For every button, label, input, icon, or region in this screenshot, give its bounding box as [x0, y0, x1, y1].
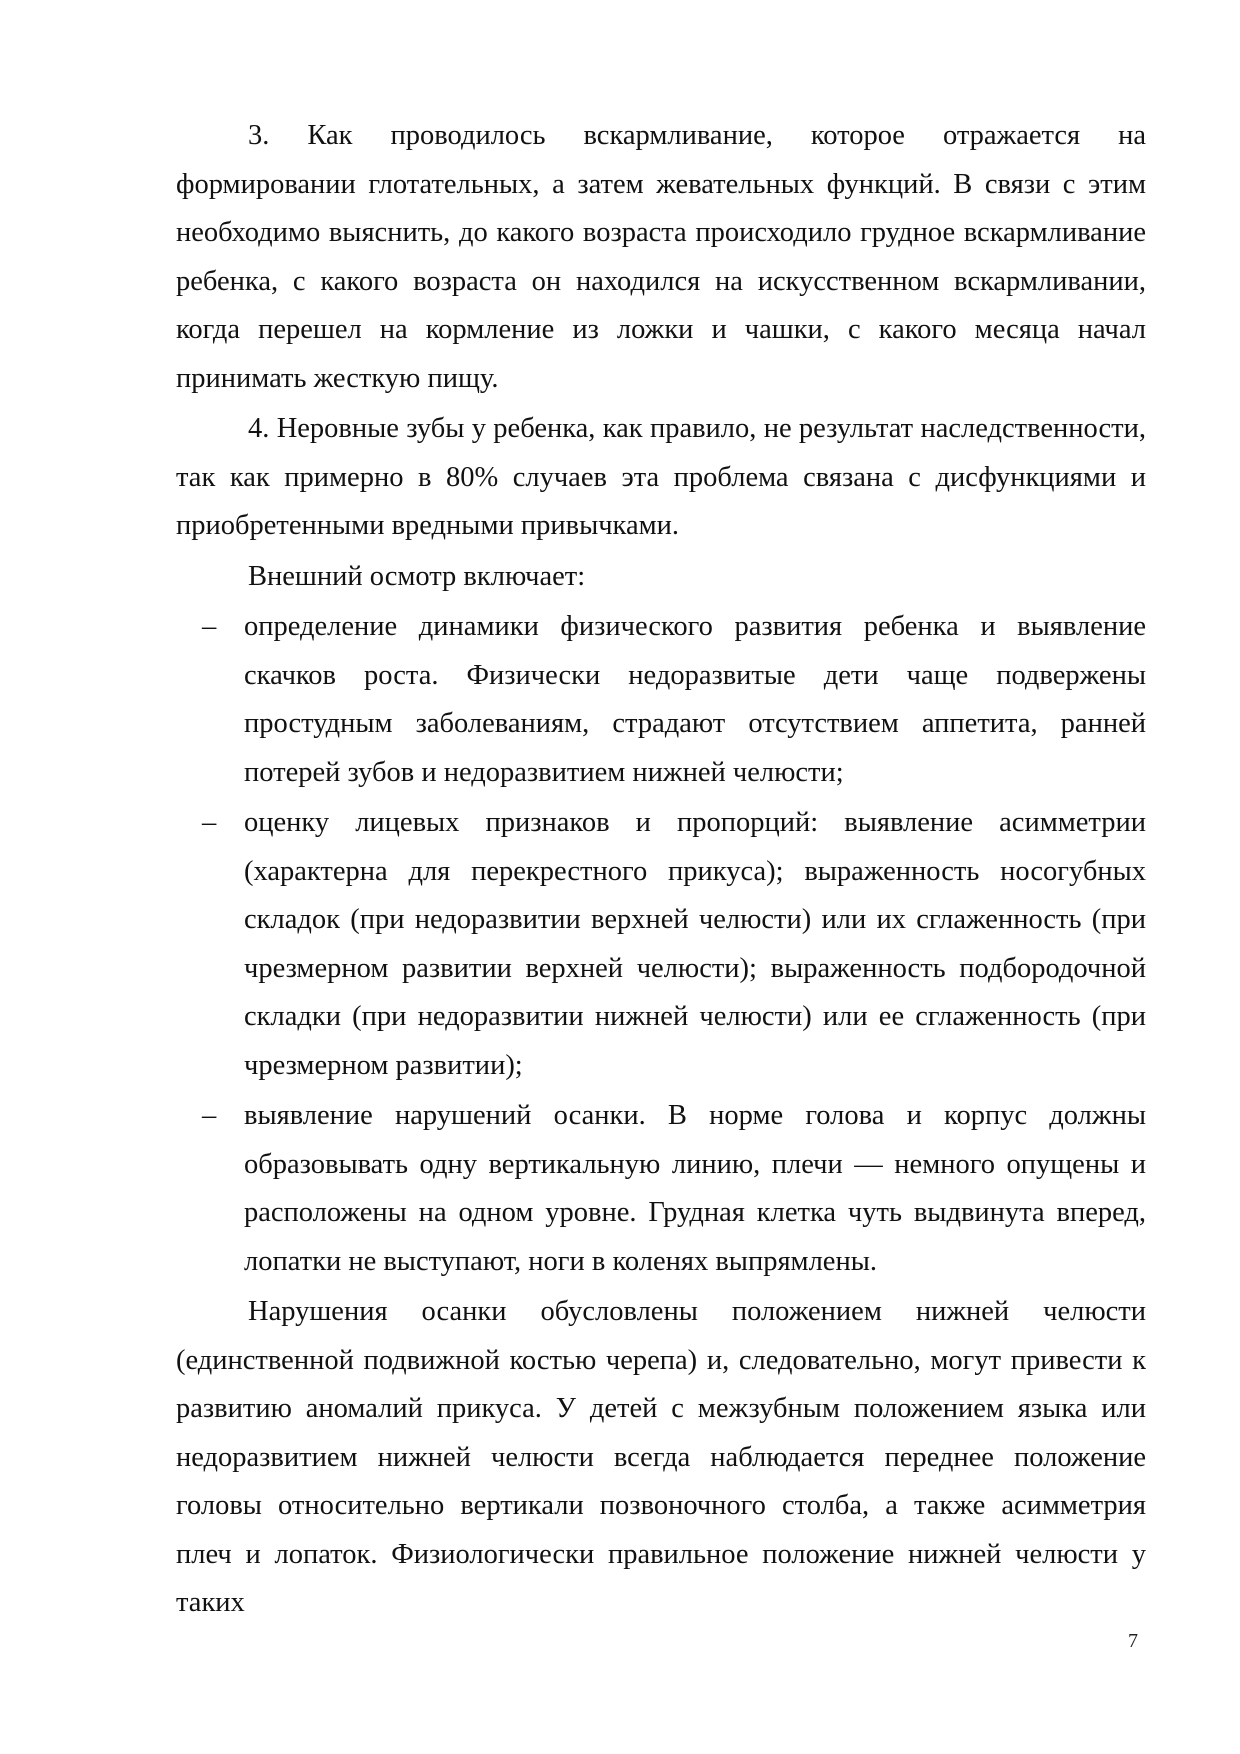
paragraph-feeding: 3. Как проводилось вскармливание, которое отражается на формировании глотательных, а затем жевательных функций. В связи с этим необходимо выяснить, до какого возраста происходило грудное вскармливание ребенка, с какого возраста он находился на искусственном вскармливании, когда перешел на кормление из ложки и чашки, с какого месяца начал принимать жесткую пищу. — [176, 120, 1146, 394]
list-item — [176, 799, 1146, 1090]
list-item — [176, 1092, 1146, 1286]
body-text — [176, 112, 1146, 1630]
page-number: 7 — [1128, 1630, 1138, 1652]
list-item-text: выявление нарушений осанки. В норме голова и корпус должны образовывать одну вертикальную линию, плечи — немного опущены и расположены на одном уровне. Грудная клетка чуть выдвинута вперед, лопатки не выступают, ноги в коленях выпрямлены. — [244, 1100, 1146, 1277]
paragraph-posture: Нарушения осанки обусловлены положением нижней челюсти (единственной подвижной костью черепа) и, следовательно, могут привести к развитию аномалий прикуса. У детей с межзубным положением языка или недоразвитием нижней челюсти всегда наблюдается переднее положение головы относительно вертикали позвоночного столба, а также асимметрия плеч и лопаток. Физиологически правильное положение нижней челюсти у таких — [176, 1296, 1146, 1618]
paragraph-exam-intro: Внешний осмотр включает: — [248, 560, 586, 592]
list-item-text: оценку лицевых признаков и пропорций: выявление асимметрии (характерна для перекрестного прикуса); выраженность носогубных складок (при недоразвитии верхней челюсти) или их сглаженность (при чрезмерном развитии верхней челюсти); выраженность подбородочной складки (при недоразвитии нижней челюсти) или ее сглаженность (при чрезмерном развитии); — [244, 807, 1146, 1081]
list-item-text: определение динамики физического развития ребенка и выявление скачков роста. Физически недоразвитые дети чаще подвержены простудным заболеваниям, страдают отсутствием аппетита, ранней потерей зубов и недоразвитием нижней челюсти; — [244, 611, 1146, 788]
list-item — [176, 603, 1146, 797]
list-dash: – — [202, 611, 217, 642]
list-dash: – — [202, 807, 217, 838]
paragraph-uneven-teeth: 4. Неровные зубы у ребенка, как правило, не результат наследственности, так как примерно в 80% случаев эта проблема связана с дисфункциями и приобретенными вредными привычками. — [176, 413, 1146, 541]
exam-list — [176, 603, 1146, 1286]
list-dash: – — [202, 1100, 217, 1131]
